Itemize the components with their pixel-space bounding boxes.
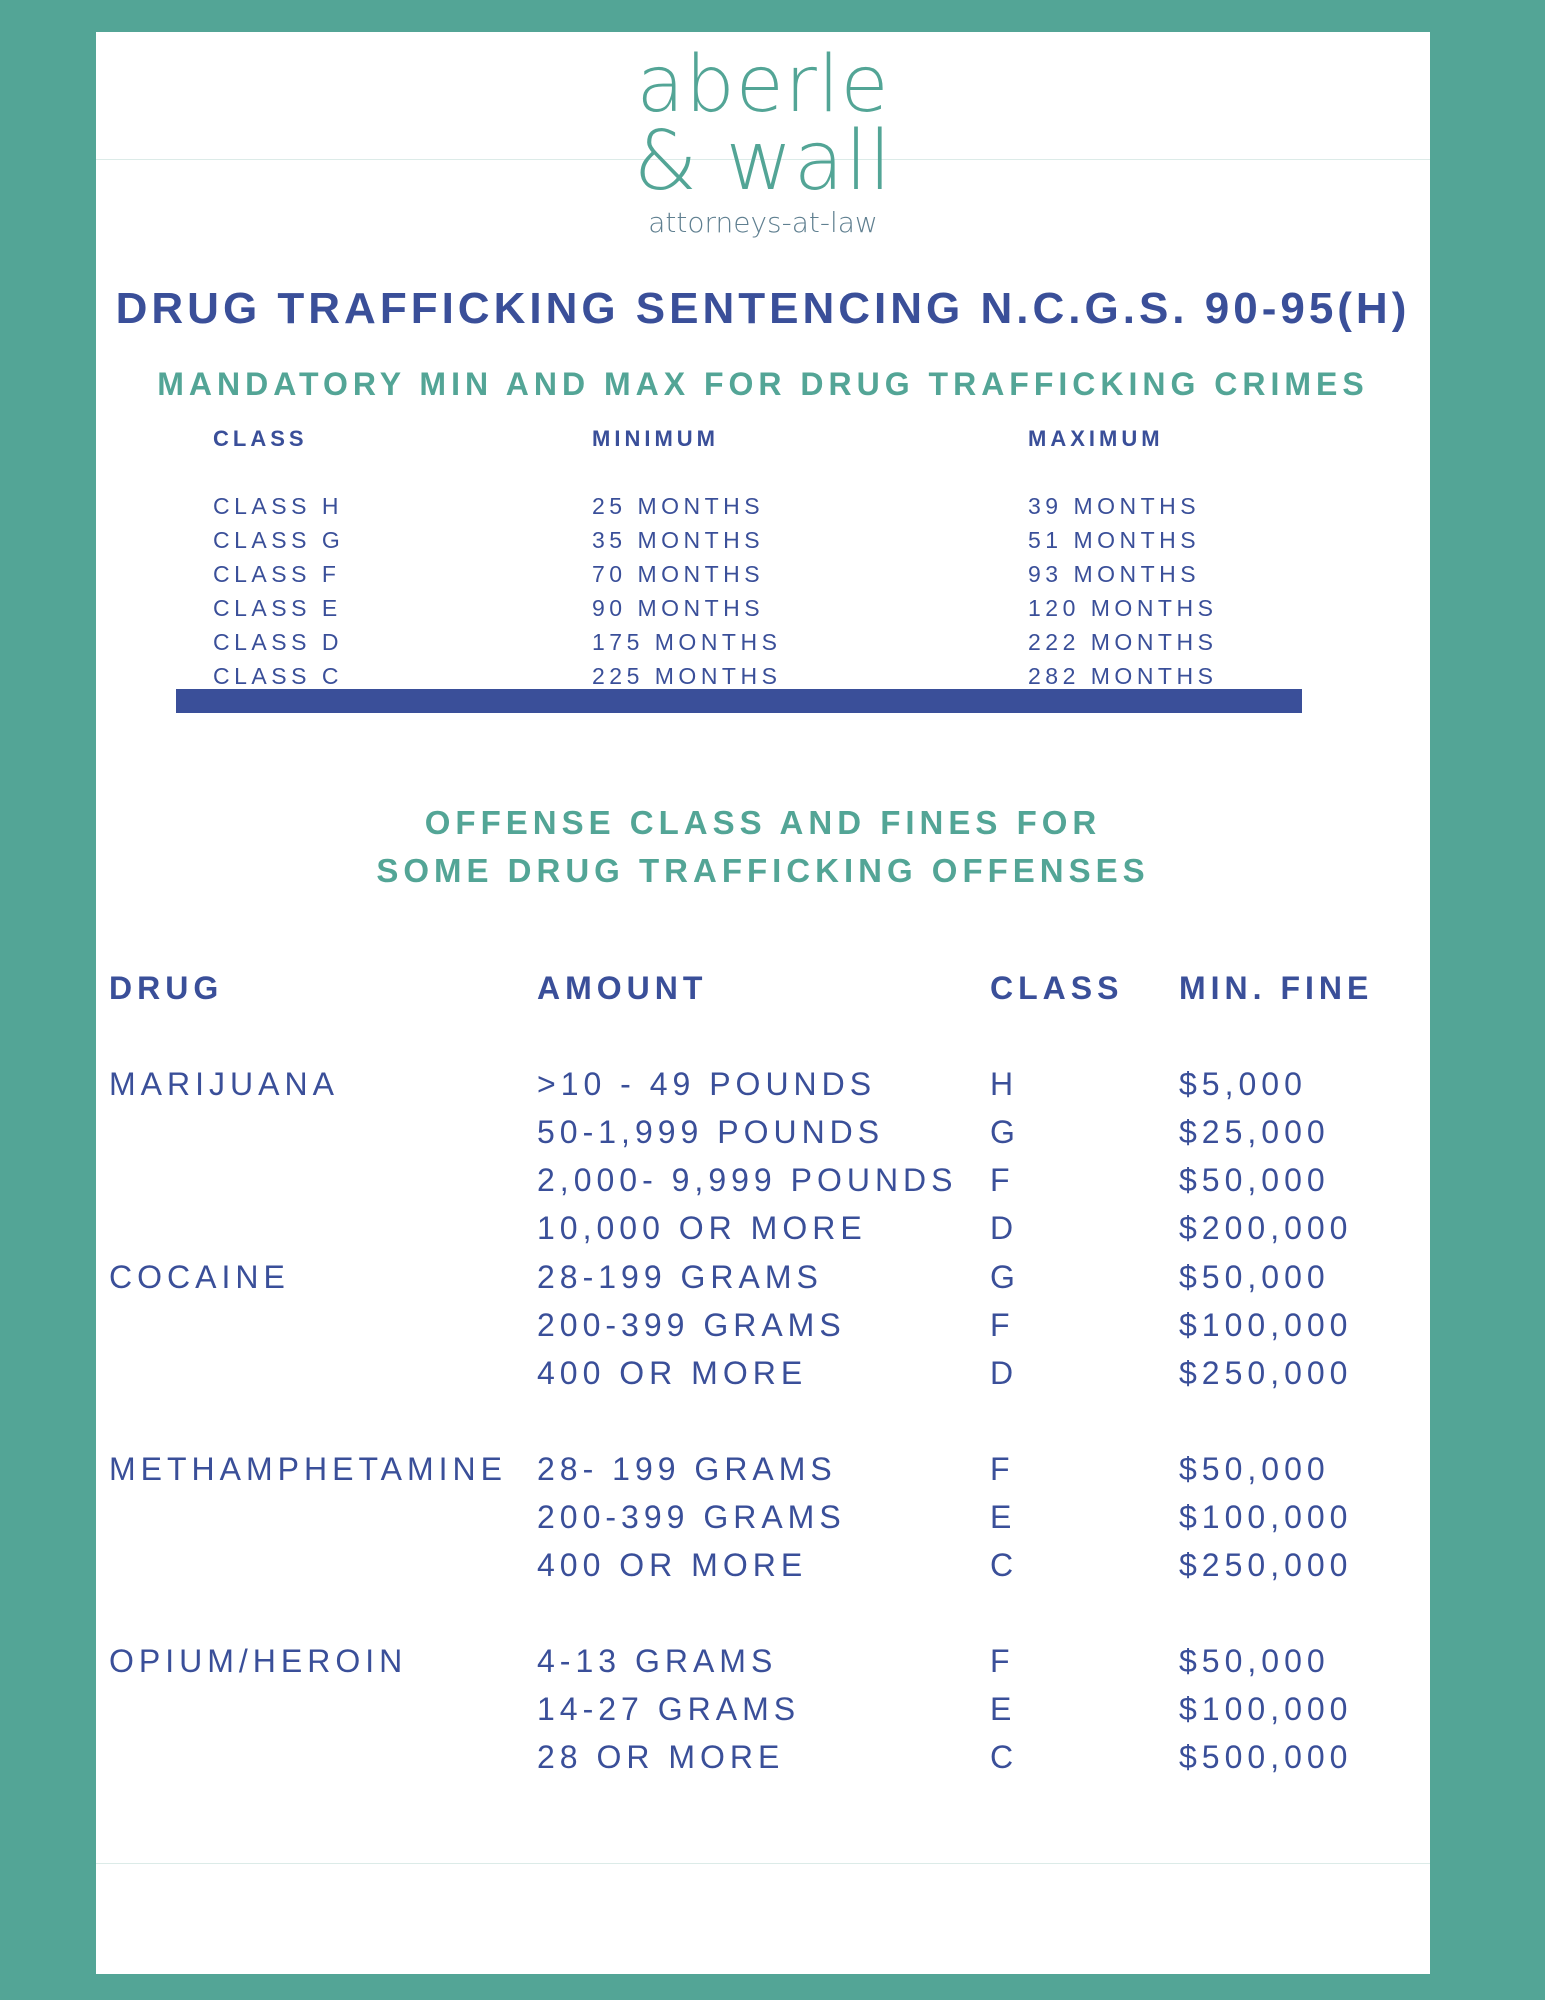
sentencing-cell-class: CLASS E (213, 595, 342, 621)
sentencing-cell-maximum: 93 MONTHS (1028, 561, 1201, 587)
sentencing-header-maximum: MAXIMUM (1028, 426, 1164, 451)
fines-header-drug: DRUG (109, 970, 224, 1006)
offense-heading-line-2: SOME DRUG TRAFFICKING OFFENSES (376, 852, 1150, 889)
sentencing-cell-minimum: 25 MONTHS (592, 493, 765, 519)
sentencing-cell-minimum: 175 MONTHS (592, 629, 782, 655)
page-subtitle: MANDATORY MIN AND MAX FOR DRUG TRAFFICKING CRIMES (157, 366, 1369, 402)
fines-cell-class: H (990, 1066, 1019, 1102)
sentencing-cell-maximum: 39 MONTHS (1028, 493, 1201, 519)
fines-cell-class: F (990, 1162, 1015, 1198)
fines-cell-amount: 200-399 GRAMS (537, 1307, 846, 1343)
fines-header-class: CLASS (990, 970, 1124, 1006)
fines-cell-amount: 50-1,999 POUNDS (537, 1114, 885, 1150)
fines-cell-amount: 400 OR MORE (537, 1547, 808, 1583)
fines-cell-class: E (990, 1691, 1017, 1727)
fines-cell-min-fine: $250,000 (1179, 1547, 1353, 1583)
fines-cell-amount: 400 OR MORE (537, 1355, 808, 1391)
offense-heading-line-1: OFFENSE CLASS AND FINES FOR (424, 804, 1102, 841)
fines-cell-class: G (990, 1114, 1020, 1150)
footer-divider (96, 1863, 1430, 1864)
fines-cell-class: F (990, 1643, 1015, 1679)
fines-cell-class: C (990, 1547, 1019, 1583)
fines-cell-min-fine: $250,000 (1179, 1355, 1353, 1391)
logo-tagline: attorneys-at-law (648, 206, 878, 239)
fines-cell-min-fine: $50,000 (1179, 1643, 1330, 1679)
sentencing-cell-class: CLASS G (213, 527, 345, 553)
fines-cell-amount: 28 OR MORE (537, 1739, 785, 1775)
fines-cell-class: D (990, 1210, 1019, 1246)
fines-cell-amount: 200-399 GRAMS (537, 1499, 846, 1535)
fines-cell-min-fine: $25,000 (1179, 1114, 1330, 1150)
sentencing-cell-maximum: 222 MONTHS (1028, 629, 1218, 655)
fines-cell-class: F (990, 1451, 1015, 1487)
sentencing-cell-maximum: 282 MONTHS (1028, 663, 1218, 689)
sentencing-cell-maximum: 120 MONTHS (1028, 595, 1218, 621)
fines-header-min-fine: MIN. FINE (1179, 970, 1374, 1006)
fines-cell-amount: >10 - 49 POUNDS (537, 1066, 877, 1102)
fines-cell-min-fine: $100,000 (1179, 1691, 1353, 1727)
fines-cell-drug: METHAMPHETAMINE (109, 1451, 507, 1487)
sentencing-cell-minimum: 70 MONTHS (592, 561, 765, 587)
fines-cell-min-fine: $50,000 (1179, 1451, 1330, 1487)
fines-cell-min-fine: $100,000 (1179, 1499, 1353, 1535)
fines-cell-class: F (990, 1307, 1015, 1343)
fines-cell-amount: 28-199 GRAMS (537, 1259, 823, 1295)
fines-cell-class: E (990, 1499, 1017, 1535)
sentencing-cell-class: CLASS C (213, 663, 343, 689)
fines-cell-amount: 2,000- 9,999 POUNDS (537, 1162, 958, 1198)
fines-cell-amount: 14-27 GRAMS (537, 1691, 801, 1727)
sentencing-cell-class: CLASS F (213, 561, 341, 587)
fines-cell-drug: MARIJUANA (109, 1066, 339, 1102)
sentencing-header-class: CLASS (213, 426, 308, 451)
sentencing-cell-minimum: 225 MONTHS (592, 663, 782, 689)
logo-line-2: & wall (633, 114, 893, 209)
fines-cell-amount: 28- 199 GRAMS (537, 1451, 837, 1487)
sentencing-cell-class: CLASS H (213, 493, 343, 519)
sentencing-cell-minimum: 35 MONTHS (592, 527, 765, 553)
fines-header-amount: AMOUNT (537, 970, 708, 1006)
fines-cell-min-fine: $50,000 (1179, 1162, 1330, 1198)
document-page (96, 32, 1430, 1974)
fines-cell-min-fine: $100,000 (1179, 1307, 1353, 1343)
fines-cell-amount: 10,000 OR MORE (537, 1210, 867, 1246)
fines-cell-min-fine: $50,000 (1179, 1259, 1330, 1295)
fines-cell-class: G (990, 1259, 1020, 1295)
fines-cell-class: D (990, 1355, 1019, 1391)
fines-cell-drug: COCAINE (109, 1259, 290, 1295)
fines-cell-class: C (990, 1739, 1019, 1775)
fines-cell-amount: 4-13 GRAMS (537, 1643, 778, 1679)
sentencing-cell-minimum: 90 MONTHS (592, 595, 765, 621)
page-title: DRUG TRAFFICKING SENTENCING N.C.G.S. 90-95(H) (115, 284, 1411, 333)
sentencing-header-minimum: MINIMUM (592, 426, 719, 451)
fines-cell-drug: OPIUM/HEROIN (109, 1643, 408, 1679)
sentencing-cell-maximum: 51 MONTHS (1028, 527, 1201, 553)
logo-line-1: aberle (636, 40, 890, 130)
fines-cell-min-fine: $200,000 (1179, 1210, 1353, 1246)
section-divider-bar (176, 689, 1302, 713)
fines-cell-min-fine: $500,000 (1179, 1739, 1353, 1775)
fines-cell-min-fine: $5,000 (1179, 1066, 1307, 1102)
sentencing-cell-class: CLASS D (213, 629, 343, 655)
